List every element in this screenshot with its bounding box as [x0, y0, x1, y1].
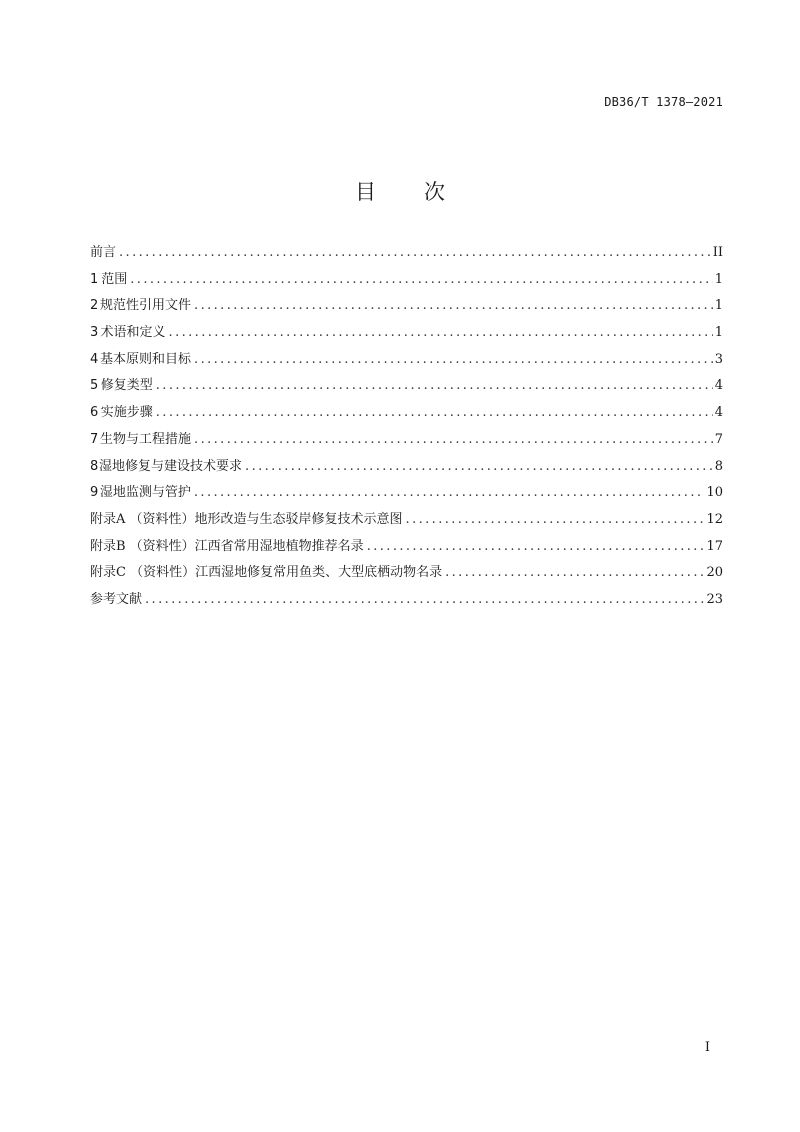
toc-dot-leader	[194, 293, 713, 320]
toc-entry-label: 附录C （资料性）江西湿地修复常用鱼类、大型底栖动物名录	[90, 565, 443, 581]
toc-entry-appendix-a[interactable]	[90, 507, 723, 534]
toc-entry-page: 8	[714, 458, 723, 474]
toc-entry-page: 12	[706, 511, 723, 527]
toc-entry-label: 术语和定义	[100, 325, 166, 341]
toc-dot-leader	[145, 587, 704, 614]
toc-entry-7[interactable]	[90, 427, 723, 454]
toc-entry-label: 修复类型	[100, 378, 153, 394]
toc-entry-label: 附录B （资料性）江西省常用湿地植物推荐名录	[90, 538, 364, 554]
toc-entry-6[interactable]	[90, 400, 723, 427]
toc-entry-foreword[interactable]	[90, 240, 723, 267]
toc-entry-label: 湿地修复与建设技术要求	[99, 458, 243, 474]
toc-entry-page: 3	[714, 351, 723, 367]
page-title	[0, 176, 800, 206]
toc-entry-number: 4	[90, 351, 99, 367]
toc-entry-number: 9	[90, 485, 99, 501]
toc-dot-leader	[406, 507, 705, 534]
toc-entry-page: II	[712, 245, 723, 260]
toc-entry-4[interactable]	[90, 347, 723, 374]
page-number: I	[704, 1040, 710, 1055]
toc-entry-number: 5	[90, 378, 99, 394]
toc-entry-label: 前言	[90, 245, 117, 260]
toc-entry-9[interactable]	[90, 480, 723, 507]
toc-dot-leader	[445, 560, 704, 587]
toc-entry-number: 2	[90, 298, 99, 314]
toc-dot-leader	[245, 454, 713, 481]
toc-entry-page: 17	[706, 538, 723, 554]
toc-entry-page: 23	[706, 591, 723, 607]
toc-dot-leader	[156, 373, 713, 400]
toc-entry-page: 4	[714, 378, 723, 394]
toc-entry-2[interactable]	[90, 293, 723, 320]
toc-entry-page: 10	[706, 485, 723, 501]
toc-entry-1[interactable]	[90, 267, 723, 294]
toc-dot-leader	[130, 267, 712, 294]
toc-entry-label: 湿地监测与管护	[99, 485, 191, 501]
toc-dot-leader	[194, 347, 713, 374]
toc-entry-number: 8	[90, 458, 99, 474]
toc-entry-8[interactable]	[90, 454, 723, 481]
toc-dot-leader	[156, 400, 713, 427]
toc-entry-label: 基本原则和目标	[100, 351, 192, 367]
toc-entry-number: 3	[90, 325, 99, 341]
toc-dot-leader	[367, 534, 705, 561]
toc-entry-label: 附录A （资料性）地形改造与生态驳岸修复技术示意图	[90, 511, 403, 527]
toc-dot-leader	[119, 240, 711, 267]
document-code: DB36/T 1378—2021	[604, 95, 723, 109]
toc-entry-number: 6	[90, 405, 99, 421]
toc-entry-label: 规范性引用文件	[100, 298, 192, 314]
toc-dot-leader	[194, 427, 713, 454]
toc-entry-number: 1	[90, 271, 99, 287]
toc-entry-label: 范围	[101, 271, 128, 287]
toc-entry-number: 7	[90, 431, 99, 447]
toc-entry-page: 4	[714, 405, 723, 421]
toc-entry-appendix-b[interactable]	[90, 534, 723, 561]
toc-entry-page: 20	[706, 565, 723, 581]
toc-entry-label: 参考文献	[90, 591, 143, 607]
table-of-contents	[90, 240, 723, 614]
toc-entry-3[interactable]	[90, 320, 723, 347]
page-title-right: 次	[424, 180, 445, 204]
toc-dot-leader	[169, 320, 713, 347]
page-title-left: 目	[355, 180, 376, 204]
toc-entry-page: 1	[714, 325, 723, 341]
toc-dot-leader	[194, 480, 705, 507]
toc-entry-5[interactable]	[90, 373, 723, 400]
toc-entry-label: 实施步骤	[100, 405, 153, 421]
toc-entry-page: 7	[714, 431, 723, 447]
toc-entry-label: 生物与工程措施	[100, 431, 192, 447]
toc-entry-page: 1	[714, 298, 723, 314]
toc-entry-page: 1	[714, 271, 723, 287]
toc-entry-appendix-c[interactable]	[90, 560, 723, 587]
toc-entry-references[interactable]	[90, 587, 723, 614]
